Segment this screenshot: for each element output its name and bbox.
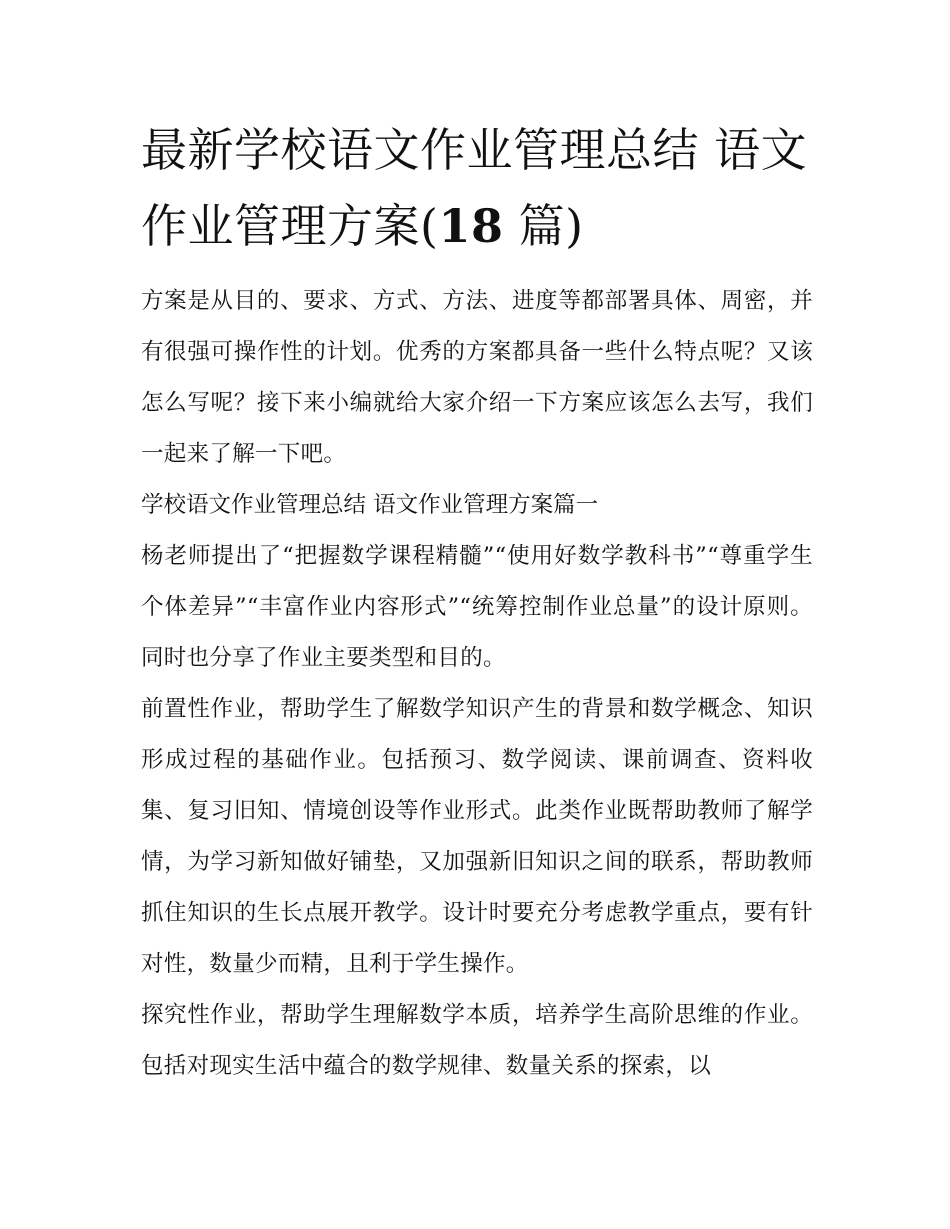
- title-number: 18: [438, 199, 504, 253]
- title-suffix: 篇): [503, 199, 584, 253]
- title-text: 最新学校语文作业管理总结 语文作业管理方案(: [141, 123, 808, 253]
- exploratory-homework-paragraph: 探究性作业，帮助学生理解数学本质，培养学生高阶思维的作业。包括对现实生活中蕴合的数学规律、数量关系的探索，以: [141, 1002, 813, 1079]
- document-title: [141, 112, 813, 264]
- preparatory-homework-paragraph: 前置性作业，帮助学生了解数学知识产生的背景和数学概念、知识形成过程的基础作业。包括预习、数学阅读、课前调查、资料收集、复习旧知、情境创设等作业形式。此类作业既帮助教师了解学情，为学习新知做好铺垫，又加强新旧知识之间的联系，帮助教师抓住知识的生长点展开教学。设计时要充分考虑教学重点，要有针对性，数量少而精，且利于学生操作。: [141, 696, 813, 977]
- design-principles-paragraph: 杨老师提出了“把握数学课程精髓”“使用好数学教科书”“尊重学生个体差异”“丰富作业内容形式”“统筹控制作业总量”的设计原则。同时也分享了作业主要类型和目的。: [141, 543, 813, 671]
- section-heading: 学校语文作业管理总结 语文作业管理方案篇一: [141, 492, 599, 518]
- document-body: [141, 112, 813, 1092]
- intro-paragraph: 方案是从目的、要求、方式、方法、进度等都部署具体、周密，并有很强可操作性的计划。优秀的方案都具备一些什么特点呢？又该怎么写呢？接下来小编就给大家介绍一下方案应该怎么去写，我们一起来了解一下吧。: [141, 288, 813, 467]
